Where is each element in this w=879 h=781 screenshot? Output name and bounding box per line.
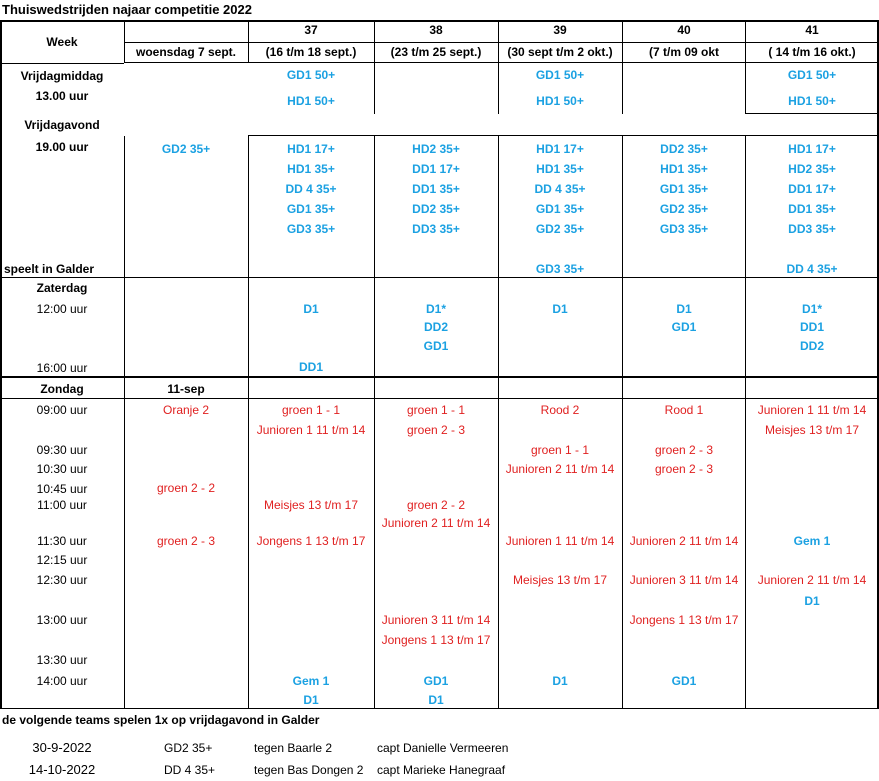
row-label: 13:00 uur — [36, 613, 88, 627]
schedule-cell: Jongens 1 13 t/m 17 — [381, 633, 491, 647]
schedule-cell: groen 1 - 1 — [406, 403, 466, 417]
row-label: 13.00 uur — [35, 89, 89, 103]
schedule-cell: GD1 — [423, 339, 449, 353]
row-label: Zondag — [40, 382, 84, 396]
schedule-cell: D1* — [801, 302, 823, 316]
grid-line — [0, 20, 879, 22]
schedule-cell: GD1 — [671, 320, 697, 334]
schedule-cell: DD2 35+ — [660, 142, 708, 156]
schedule-cell: GD3 35+ — [535, 262, 585, 276]
schedule-cell: Junioren 2 11 t/m 14 — [505, 462, 615, 476]
grid-line — [124, 42, 879, 43]
schedule-cell: HD1 35+ — [660, 162, 708, 176]
schedule-cell: GD1 — [671, 674, 697, 688]
schedule-cell: groen 2 - 3 — [156, 534, 216, 548]
schedule-cell: HD1 17+ — [788, 142, 836, 156]
schedule-cell: DD1 17+ — [788, 182, 836, 196]
row-label: 13:30 uur — [36, 653, 88, 667]
footer-captain: capt Marieke Hanegraaf — [377, 763, 506, 777]
schedule-cell: HD1 17+ — [536, 142, 584, 156]
grid-line — [745, 20, 746, 62]
schedule-cell: DD 4 35+ — [534, 182, 586, 196]
schedule-cell: Rood 1 — [664, 403, 704, 417]
header-week-number: 40 — [677, 23, 691, 37]
schedule-cell: groen 1 - 1 — [530, 443, 590, 457]
footer-team: GD2 35+ — [164, 741, 213, 755]
grid-line — [498, 62, 499, 114]
schedule-cell: GD3 35+ — [659, 222, 709, 236]
schedule-cell: Rood 2 — [540, 403, 580, 417]
schedule-cell: HD2 35+ — [788, 162, 836, 176]
schedule-cell: Meisjes 13 t/m 17 — [263, 498, 359, 512]
grid-line — [124, 136, 125, 708]
grid-line — [622, 62, 623, 114]
row-label: 11:00 uur — [37, 498, 87, 512]
grid-line — [124, 62, 879, 63]
schedule-cell: Oranje 2 — [162, 403, 210, 417]
schedule-cell: groen 2 - 3 — [654, 443, 714, 457]
schedule-cell: HD1 50+ — [287, 94, 335, 108]
grid-line — [0, 277, 879, 278]
schedule-cell: Junioren 3 11 t/m 14 — [381, 613, 491, 627]
schedule-cell: Junioren 2 11 t/m 14 — [629, 534, 739, 548]
header-week-dates: ( 14 t/m 16 okt.) — [768, 45, 856, 59]
schedule-cell: HD1 35+ — [536, 162, 584, 176]
row-label: 16:00 uur — [36, 361, 88, 375]
row-label: 09:30 uur — [36, 443, 88, 457]
schedule-cell: groen 2 - 2 — [156, 481, 216, 495]
schedule-cell: DD1 35+ — [412, 182, 460, 196]
grid-line — [498, 20, 499, 62]
footer-opponent: tegen Baarle 2 — [254, 741, 333, 755]
schedule-cell: DD1 — [799, 320, 825, 334]
row-label: 12:30 uur — [36, 573, 88, 587]
schedule-cell: DD1 17+ — [412, 162, 460, 176]
schedule-cell: HD1 35+ — [287, 162, 335, 176]
schedule-cell: GD1 35+ — [286, 202, 336, 216]
schedule-cell: GD2 35+ — [535, 222, 585, 236]
row-label: 11:30 uur — [37, 534, 87, 548]
schedule-cell: DD1 — [298, 360, 324, 374]
schedule-cell: D1 — [676, 302, 692, 316]
grid-line — [0, 376, 879, 378]
schedule-cell: D1 — [804, 594, 820, 608]
grid-line — [124, 20, 125, 62]
schedule-cell: HD1 50+ — [536, 94, 584, 108]
grid-line — [374, 20, 375, 62]
grid-line — [0, 63, 124, 64]
grid-line — [374, 136, 375, 708]
row-label: 09:00 uur — [36, 403, 88, 417]
grid-line — [622, 20, 623, 62]
schedule-cell: GD3 35+ — [286, 222, 336, 236]
grid-line — [248, 20, 249, 62]
schedule-cell: DD 4 35+ — [786, 262, 838, 276]
schedule-cell: GD1 50+ — [787, 68, 837, 82]
schedule-cell: Junioren 1 11 t/m 14 — [256, 423, 366, 437]
grid-line — [0, 20, 2, 708]
grid-line — [248, 136, 249, 708]
schedule-cell: Junioren 2 11 t/m 14 — [757, 573, 867, 587]
grid-line — [374, 62, 375, 114]
grid-line — [745, 136, 746, 708]
schedule-cell: Junioren 2 11 t/m 14 — [381, 516, 491, 530]
schedule-cell: groen 2 - 2 — [406, 498, 466, 512]
schedule-cell: Jongens 1 13 t/m 17 — [629, 613, 739, 627]
sheet-title: Thuiswedstrijden najaar competitie 2022 — [2, 2, 252, 17]
schedule-cell: D1 — [428, 693, 444, 707]
schedule-cell: DD2 — [799, 339, 825, 353]
footer-note: de volgende teams spelen 1x op vrijdagavond in Galder — [2, 713, 320, 727]
footer-captain: capt Danielle Vermeeren — [377, 741, 509, 755]
schedule-cell: D1* — [425, 302, 447, 316]
row-label: 14:00 uur — [36, 674, 88, 688]
footer-date: 14-10-2022 — [28, 762, 96, 777]
schedule-cell: GD1 35+ — [659, 182, 709, 196]
schedule-cell: D1 — [303, 693, 319, 707]
schedule-cell: Junioren 3 11 t/m 14 — [629, 573, 739, 587]
schedule-cell: D1 — [552, 674, 568, 688]
row-label: speelt in Galder — [4, 262, 95, 276]
schedule-cell: DD2 35+ — [412, 202, 460, 216]
footer-opponent: tegen Bas Dongen 2 — [254, 763, 364, 777]
grid-line — [745, 62, 746, 114]
row-label: 11-sep — [167, 382, 205, 396]
schedule-cell: DD1 35+ — [788, 202, 836, 216]
schedule-cell: GD1 — [423, 674, 449, 688]
header-week-dates: (7 t/m 09 okt — [648, 45, 720, 59]
schedule-cell: Gem 1 — [292, 674, 330, 688]
schedule-cell: GD2 35+ — [659, 202, 709, 216]
header-week-dates: (30 sept t/m 2 okt.) — [507, 45, 613, 59]
schedule-cell: DD3 35+ — [788, 222, 836, 236]
grid-line — [745, 113, 879, 114]
schedule-cell: DD3 35+ — [412, 222, 460, 236]
header-week-number: 39 — [553, 23, 567, 37]
schedule-cell: Junioren 1 11 t/m 14 — [505, 534, 615, 548]
row-label: 10:45 uur — [36, 482, 88, 496]
row-label: Zaterdag — [36, 281, 88, 295]
schedule-cell: Meisjes 13 t/m 17 — [764, 423, 860, 437]
footer-date: 30-9-2022 — [32, 740, 92, 755]
schedule-cell: groen 2 - 3 — [654, 462, 714, 476]
grid-line — [0, 708, 879, 709]
schedule-cell: Meisjes 13 t/m 17 — [512, 573, 608, 587]
grid-line — [498, 136, 499, 708]
footer-team: DD 4 35+ — [164, 763, 216, 777]
row-label: Vrijdagavond — [24, 118, 100, 132]
schedule-cell: Jongens 1 13 t/m 17 — [256, 534, 366, 548]
schedule-cell: HD1 17+ — [287, 142, 335, 156]
grid-line — [622, 136, 623, 708]
row-label: 12:00 uur — [36, 302, 88, 316]
row-label: Vrijdagmiddag — [20, 69, 104, 83]
header-week-number: 38 — [429, 23, 443, 37]
row-label: 10:30 uur — [36, 462, 88, 476]
grid-line — [0, 398, 879, 399]
header-week-dates: (16 t/m 18 sept.) — [265, 45, 357, 59]
schedule-cell: HD1 50+ — [788, 94, 836, 108]
schedule-cell: HD2 35+ — [412, 142, 460, 156]
schedule-cell: GD2 35+ — [161, 142, 211, 156]
schedule-cell: D1 — [303, 302, 319, 316]
schedule-cell: groen 1 - 1 — [281, 403, 341, 417]
grid-line — [248, 135, 879, 136]
header-week-dates: woensdag 7 sept. — [135, 45, 237, 59]
schedule-cell: GD1 50+ — [286, 68, 336, 82]
header-week-number: 41 — [805, 23, 819, 37]
schedule-cell: GD1 35+ — [535, 202, 585, 216]
schedule-cell: Gem 1 — [793, 534, 831, 548]
schedule-cell: Junioren 1 11 t/m 14 — [757, 403, 867, 417]
header-week-number: 37 — [304, 23, 318, 37]
schedule-cell: GD1 50+ — [535, 68, 585, 82]
header-week-dates: (23 t/m 25 sept.) — [390, 45, 482, 59]
schedule-cell: DD 4 35+ — [285, 182, 337, 196]
schedule-cell: DD2 — [423, 320, 449, 334]
row-label: 12:15 uur — [36, 553, 88, 567]
row-label: 19.00 uur — [35, 140, 89, 154]
header-week-label: Week — [46, 35, 78, 49]
schedule-cell: groen 2 - 3 — [406, 423, 466, 437]
schedule-cell: D1 — [552, 302, 568, 316]
